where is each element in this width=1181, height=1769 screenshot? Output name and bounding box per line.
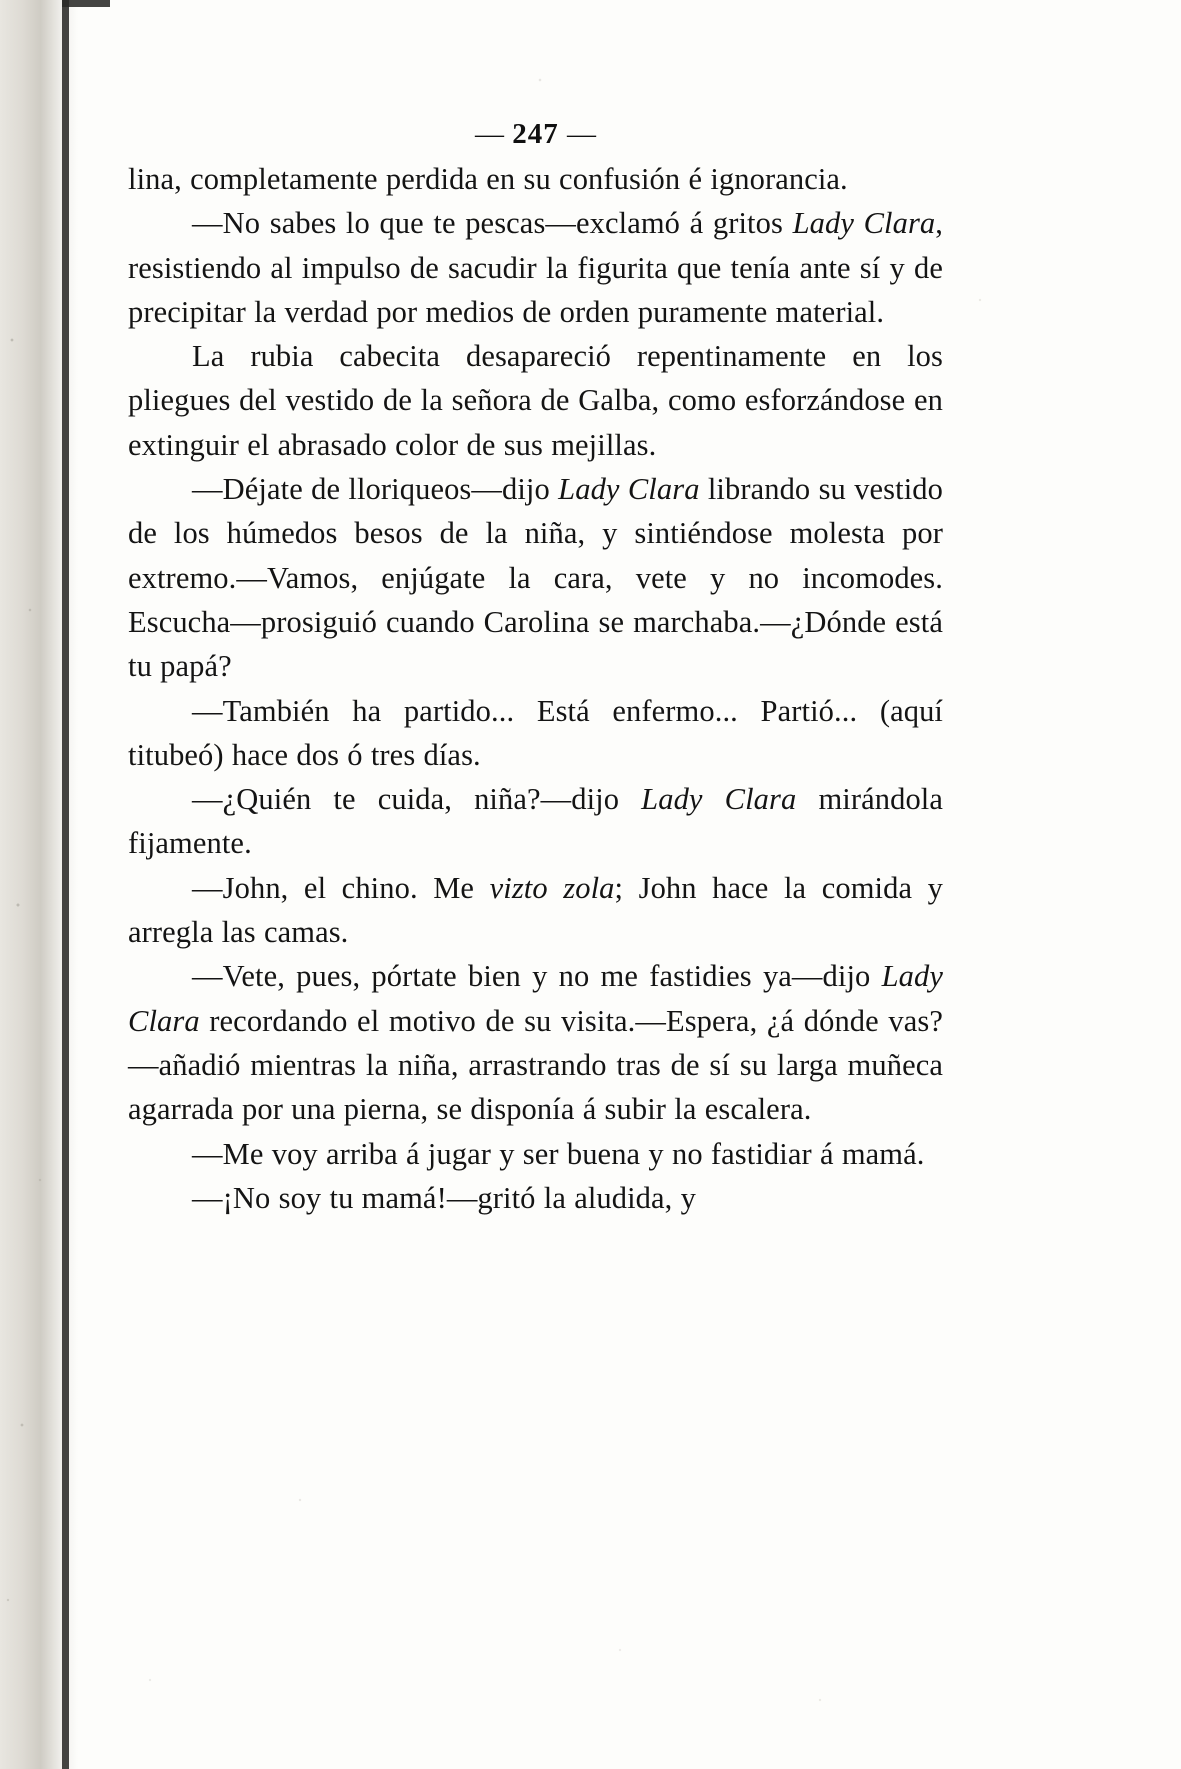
binding-edge-line <box>62 0 69 1769</box>
italic-run: Lady Clara <box>641 782 797 817</box>
text-run: ; John hace la comida y arregla las camas. <box>128 870 943 950</box>
paragraph <box>128 467 943 688</box>
text-run: , resistiendo al impulso de sacudir la figurita que tenía ante sí y de precipitar la verdad por medios de orden puramente material. <box>128 206 944 329</box>
folio-number: 247 <box>512 118 559 150</box>
text-run: La rubia cabecita desapareció repentinamente en los pliegues del vestido de la señora de Galba, como esforzándose en extinguir el abrasado color de sus mejillas. <box>128 339 943 462</box>
text-run: —Déjate de lloriqueos—dijo <box>192 472 559 507</box>
text-run: —También ha partido... Está enfermo... Partió... (aquí titubeó) hace dos ó tres días. <box>128 693 943 772</box>
text-run: —No sabes lo que te pescas—exclamó á gritos <box>192 206 793 241</box>
italic-run: Lady Clara <box>128 959 943 1038</box>
paragraph <box>128 334 943 467</box>
paragraph <box>128 1132 943 1176</box>
text-run: —John, el chino. Me <box>192 870 490 905</box>
italic-run: Lady Clara <box>792 206 936 241</box>
text-run: mirándola fijamente. <box>128 782 944 861</box>
page-folio <box>128 118 943 151</box>
paragraph <box>128 157 943 201</box>
folio-dash-right: — <box>567 118 596 150</box>
text-run: recordando el motivo de su visita.—Espera, ¿á dónde vas?—añadió mientras la niña, arrastrando tras de sí su larga muñeca agarrada por una pierna, se disponía á subir la escalera. <box>128 1003 943 1127</box>
paragraph <box>128 1176 943 1220</box>
paragraph <box>128 689 943 778</box>
italic-run: Lady Clara <box>558 472 700 507</box>
text-run: lina, completamente perdida en su confusión é ignorancia. <box>128 162 848 196</box>
body-text <box>128 157 943 1220</box>
text-run: —¿Quién te cuida, niña?—dijo <box>192 782 642 817</box>
italic-run: vizto zola <box>489 870 615 905</box>
text-run: —Me voy arriba á jugar y ser buena y no fastidiar á mamá. <box>192 1136 925 1171</box>
text-run: —¡No soy tu mamá!—gritó la aludida, y <box>192 1180 696 1215</box>
text-run: librando su vestido de los húmedos besos de la niña, y sintiéndose molesta por extremo.—Vamos, enjúgate la cara, vete y no incomodes. Escucha—prosiguió cuando Carolina se marchaba.—¿Dónde está tu papá? <box>128 472 944 684</box>
binding-edge-top-cap <box>62 0 110 7</box>
folio-dash-left: — <box>475 118 504 150</box>
text-run: —Vete, pues, pórtate bien y no me fastidies ya—dijo <box>192 959 882 994</box>
paragraph <box>128 866 943 955</box>
page-text-column <box>128 0 943 1220</box>
paragraph <box>128 954 943 1131</box>
paragraph <box>128 201 943 334</box>
paragraph <box>128 777 943 866</box>
